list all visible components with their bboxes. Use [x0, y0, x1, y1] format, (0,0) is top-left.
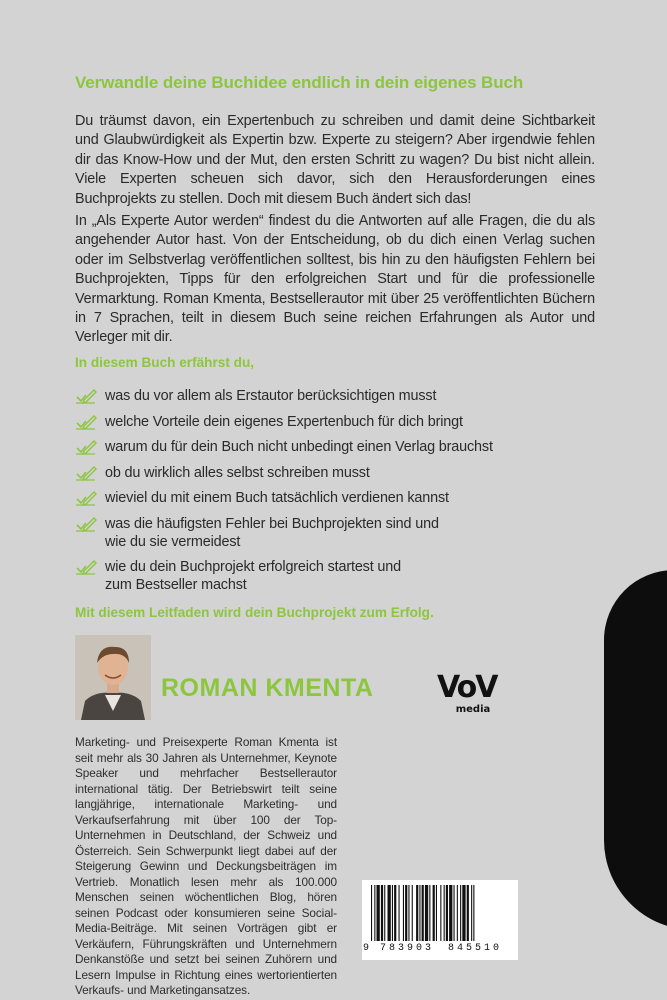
- cover-dark-shape: [604, 570, 667, 930]
- barcode-bar: [454, 885, 455, 941]
- list-item: [75, 438, 595, 456]
- bullet-text: was die häufigsten Fehler bei Buchprojekten sind und wie du sie vermeidest: [105, 515, 439, 550]
- list-item: [75, 413, 595, 431]
- barcode-bar: [422, 885, 424, 941]
- barcode-bar: [467, 885, 469, 941]
- learn-heading: In diesem Buch erfährst du,: [75, 355, 255, 370]
- bullet-text: welche Vorteile dein eigenes Expertenbuch für dich bringt: [105, 413, 463, 430]
- bullet-text: was du vor allem als Erstautor berücksichtigen musst: [105, 388, 437, 404]
- barcode-bar: [471, 885, 472, 941]
- barcode-bar: [416, 885, 418, 941]
- barcode-bar: [446, 885, 448, 941]
- barcode-bar: [394, 885, 396, 941]
- closing-line: Mit diesem Leitfaden wird dein Buchprojekt zum Erfolg.: [75, 605, 434, 620]
- barcode-bar: [457, 885, 458, 941]
- barcode-bar: [444, 885, 445, 941]
- barcode-bar: [408, 885, 409, 941]
- bullet-text: warum du für dein Buch nicht unbedingt einen Verlag brauchst: [105, 439, 493, 455]
- barcode-bar: [371, 885, 372, 941]
- isbn-digit-1: 9: [363, 943, 370, 954]
- barcode-bar: [403, 885, 404, 941]
- pen-check-icon: [75, 516, 97, 532]
- isbn-group-2: 845510: [448, 943, 503, 954]
- isbn-barcode: [362, 880, 518, 960]
- barcode-bar: [429, 885, 430, 941]
- barcode-bar: [433, 885, 435, 941]
- barcode-bar: [374, 885, 375, 941]
- bullet-text: ob du wirklich alles selbst schreiben musst: [105, 464, 370, 481]
- pen-check-icon: [75, 490, 97, 506]
- intro-paragraph-1: Du träumst davon, ein Expertenbuch zu schreiben und damit deine Sichtbarkeit und Glaubwürdigkeit als Expertin bzw. Experte zu steigern? Aber irgendwie fehlen dir das Know-How und der Mut, den ersten Schritt zu wagen? Du bist nicht allein. Viele Experten scheuen sich davor, sich den Herausforderungen eines Buchprojekts zu stellen. Doch mit diesem Buch ändert sich das!: [75, 113, 595, 207]
- barcode-bar: [462, 885, 465, 941]
- list-item: [75, 558, 415, 594]
- barcode-bar: [399, 885, 400, 941]
- intro-paragraph-2: In „Als Experte Autor werden“ findest du die Antworten auf alle Fragen, die du als angehender Autor hast. Von der Entscheidung, ob du dich einen Verlag suchen oder im Selbstverlag veröffentlichen solltest, bis hin zu den häufigsten Fehlern bei Buchprojekten, Tipps für den erfolgreichen Start und für die professionelle Vermarktung. Roman Kmenta, Bestsellerautor mit über 25 veröffentlichten Büchern in 7 Sprachen, teilt in diesem Buch seine reichen Erfahrungen als Autor und Verleger mit dir.: [75, 213, 595, 346]
- barcode-bar: [377, 885, 380, 941]
- barcode-bar: [436, 885, 437, 941]
- list-item: [75, 464, 595, 482]
- author-name: ROMAN KMENTA: [161, 674, 374, 702]
- barcode-bar: [384, 885, 385, 941]
- benefit-list: [75, 387, 595, 602]
- barcode-bar: [412, 885, 413, 941]
- barcode-bars: [369, 885, 511, 941]
- author-portrait: [75, 635, 151, 720]
- barcode-bar: [419, 885, 420, 941]
- list-item: [75, 387, 595, 405]
- barcode-bar: [392, 885, 393, 941]
- barcode-bar: [381, 885, 383, 941]
- barcode-bar: [473, 885, 474, 941]
- pen-check-icon: [75, 559, 97, 575]
- barcode-bar: [425, 885, 428, 941]
- barcode-bar: [440, 885, 441, 941]
- list-item: [75, 489, 595, 507]
- barcode-bar: [460, 885, 461, 941]
- pen-check-icon: [75, 414, 97, 430]
- bullet-text: wie du dein Buchprojekt erfolgreich startest und zum Bestseller machst: [105, 559, 401, 593]
- pen-check-icon: [75, 439, 97, 455]
- barcode-bar: [449, 885, 452, 941]
- logo-text: VoV: [437, 670, 497, 705]
- author-bio: Marketing- und Preisexperte Roman Kmenta ist seit mehr als 30 Jahren als Unternehmer, Keynote Speaker und mehrfacher Bestsellerautor international tätig. Der Betriebswirt teilt seine langjährige, internationale Marketing- und Verkaufserfahrung mit über 100 der Top-Unternehmen in Deutschland, der Schweiz und Österreich. Sein Schwerpunkt liegt dabei auf der Steigerung Gewinn und Deckungsbeiträgen im Vertrieb. Monatlich lesen mehr als 100.000 Menschen seinen wöchentlichen Blog, hören seinen Podcast oder konsumieren seine Social-Media-Beiträge. Mit seinen Vorträgen gibt er Verkäufern, Führungskräften und Unternehmern Denkanstöße und setzt bei seinen Zuhörern und Lesern Impulse in Richtung eines wertorientierten Verkaufs- und Marketingansatzes.: [75, 735, 337, 997]
- publisher-logo: [437, 672, 495, 718]
- bullet-text: wieviel du mit einem Buch tatsächlich verdienen kannst: [105, 490, 449, 506]
- barcode-bar: [388, 885, 391, 941]
- list-item: [75, 515, 445, 551]
- barcode-bar: [405, 885, 407, 941]
- pen-check-icon: [75, 388, 97, 404]
- pen-check-icon: [75, 465, 97, 481]
- back-cover-headline: Verwandle deine Buchidee endlich in dein eigenes Buch: [75, 73, 524, 92]
- logo-subtext: media: [455, 704, 491, 715]
- isbn-group-1: 783903: [380, 943, 435, 954]
